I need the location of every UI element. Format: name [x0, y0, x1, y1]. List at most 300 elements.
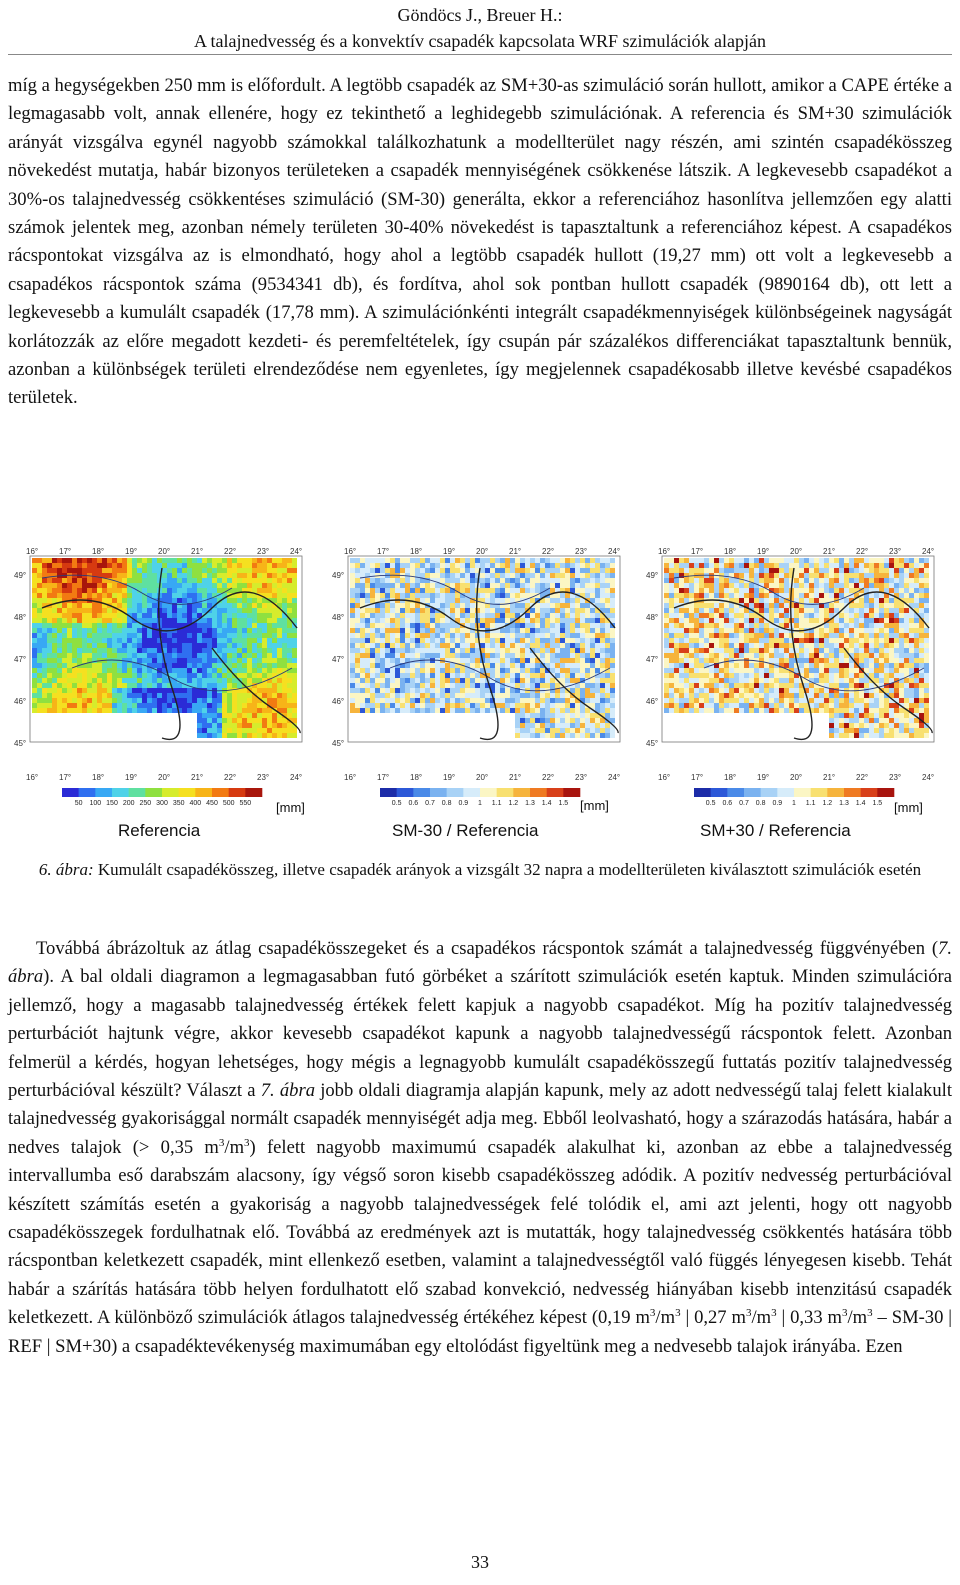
grid-cell	[32, 563, 37, 568]
grid-cell	[212, 568, 217, 573]
grid-cell	[67, 633, 72, 638]
grid-cell	[540, 673, 545, 678]
grid-cell	[237, 623, 242, 628]
grid-cell	[789, 678, 794, 683]
grid-cell	[37, 608, 42, 613]
grid-cell	[724, 653, 729, 658]
grid-cell	[550, 703, 555, 708]
grid-cell	[107, 688, 112, 693]
grid-cell	[585, 718, 590, 723]
grid-cell	[540, 643, 545, 648]
grid-cell	[475, 663, 480, 668]
grid-cell	[32, 678, 37, 683]
grid-cell	[495, 683, 500, 688]
grid-cell	[734, 618, 739, 623]
grid-cell	[445, 603, 450, 608]
grid-cell	[540, 698, 545, 703]
grid-cell	[525, 588, 530, 593]
grid-cell	[889, 603, 894, 608]
grid-cell	[794, 613, 799, 618]
grid-cell	[535, 733, 540, 738]
grid-cell	[475, 608, 480, 613]
grid-cell	[744, 598, 749, 603]
grid-cell	[884, 598, 889, 603]
grid-cell	[460, 558, 465, 563]
grid-cell	[132, 698, 137, 703]
grid-cell	[42, 628, 47, 633]
grid-cell	[515, 698, 520, 703]
grid-cell	[232, 628, 237, 633]
grid-cell	[495, 558, 500, 563]
grid-cell	[699, 603, 704, 608]
grid-cell	[729, 603, 734, 608]
grid-cell	[480, 643, 485, 648]
grid-cell	[57, 643, 62, 648]
grid-cell	[759, 603, 764, 608]
grid-cell	[425, 558, 430, 563]
grid-cell	[395, 593, 400, 598]
grid-cell	[107, 573, 112, 578]
grid-cell	[400, 593, 405, 598]
grid-cell	[799, 618, 804, 623]
grid-cell	[510, 573, 515, 578]
grid-cell	[212, 563, 217, 568]
grid-cell	[57, 693, 62, 698]
grid-cell	[237, 653, 242, 658]
grid-cell	[530, 568, 535, 573]
grid-cell	[669, 603, 674, 608]
grid-cell	[242, 568, 247, 573]
grid-cell	[292, 558, 297, 563]
grid-cell	[32, 688, 37, 693]
grid-cell	[694, 603, 699, 608]
grid-cell	[674, 673, 679, 678]
grid-cell	[804, 623, 809, 628]
grid-cell	[132, 653, 137, 658]
grid-cell	[585, 713, 590, 718]
grid-cell	[435, 693, 440, 698]
grid-cell	[117, 588, 122, 593]
grid-cell	[495, 613, 500, 618]
grid-cell	[222, 573, 227, 578]
grid-cell	[380, 683, 385, 688]
grid-cell	[605, 673, 610, 678]
grid-cell	[117, 633, 122, 638]
grid-cell	[485, 563, 490, 568]
grid-cell	[172, 673, 177, 678]
grid-cell	[82, 558, 87, 563]
grid-cell	[247, 693, 252, 698]
grid-cell	[575, 563, 580, 568]
grid-cell	[904, 613, 909, 618]
grid-cell	[839, 653, 844, 658]
grid-cell	[370, 653, 375, 658]
grid-cell	[127, 693, 132, 698]
grid-cell	[410, 593, 415, 598]
grid-cell	[455, 683, 460, 688]
grid-cell	[365, 688, 370, 693]
grid-cell	[664, 593, 669, 598]
grid-cell	[42, 673, 47, 678]
grid-cell	[202, 718, 207, 723]
grid-cell	[475, 678, 480, 683]
grid-cell	[202, 623, 207, 628]
grid-cell	[207, 713, 212, 718]
grid-cell	[440, 683, 445, 688]
grid-cell	[257, 668, 262, 673]
grid-cell	[764, 673, 769, 678]
grid-cell	[32, 623, 37, 628]
grid-cell	[904, 588, 909, 593]
grid-cell	[475, 653, 480, 658]
grid-cell	[92, 563, 97, 568]
grid-cell	[769, 678, 774, 683]
grid-cell	[237, 713, 242, 718]
grid-cell	[242, 658, 247, 663]
grid-cell	[365, 563, 370, 568]
grid-cell	[167, 633, 172, 638]
grid-cell	[565, 603, 570, 608]
grid-cell	[420, 663, 425, 668]
grid-cell	[355, 693, 360, 698]
grid-cell	[287, 663, 292, 668]
grid-cell	[570, 663, 575, 668]
grid-cell	[580, 658, 585, 663]
grid-cell	[669, 598, 674, 603]
grid-cell	[420, 583, 425, 588]
grid-cell	[395, 683, 400, 688]
grid-cell	[605, 623, 610, 628]
grid-cell	[272, 688, 277, 693]
grid-cell	[87, 653, 92, 658]
grid-cell	[42, 653, 47, 658]
grid-cell	[914, 678, 919, 683]
grid-cell	[385, 603, 390, 608]
grid-cell	[470, 573, 475, 578]
grid-cell	[410, 638, 415, 643]
grid-cell	[197, 558, 202, 563]
grid-cell	[350, 703, 355, 708]
grid-cell	[400, 658, 405, 663]
grid-cell	[37, 663, 42, 668]
grid-cell	[112, 623, 117, 628]
grid-cell	[192, 678, 197, 683]
grid-cell	[277, 593, 282, 598]
colorbar-tick-label: 1.5	[558, 800, 569, 807]
grid-cell	[67, 648, 72, 653]
grid-cell	[859, 578, 864, 583]
grid-cell	[500, 668, 505, 673]
grid-cell	[515, 608, 520, 613]
grid-cell	[495, 608, 500, 613]
grid-cell	[854, 578, 859, 583]
grid-cell	[525, 593, 530, 598]
grid-cell	[849, 588, 854, 593]
grid-cell	[395, 623, 400, 628]
grid-cell	[724, 673, 729, 678]
grid-cell	[390, 578, 395, 583]
grid-cell	[222, 603, 227, 608]
grid-cell	[555, 573, 560, 578]
grid-cell	[375, 663, 380, 668]
grid-cell	[212, 573, 217, 578]
grid-cell	[420, 558, 425, 563]
grid-cell	[277, 668, 282, 673]
grid-cell	[505, 608, 510, 613]
grid-cell	[400, 568, 405, 573]
grid-cell	[879, 583, 884, 588]
grid-cell	[844, 683, 849, 688]
grid-cell	[222, 668, 227, 673]
grid-cell	[222, 563, 227, 568]
map-referencia	[12, 548, 312, 848]
grid-cell	[57, 638, 62, 643]
grid-cell	[814, 638, 819, 643]
grid-cell	[540, 708, 545, 713]
grid-cell	[774, 618, 779, 623]
grid-cell	[535, 648, 540, 653]
grid-cell	[287, 678, 292, 683]
grid-cell	[142, 583, 147, 588]
grid-cell	[267, 573, 272, 578]
grid-cell	[849, 648, 854, 653]
grid-cell	[380, 698, 385, 703]
grid-cell	[849, 623, 854, 628]
grid-cell	[674, 608, 679, 613]
grid-cell	[809, 568, 814, 573]
grid-cell	[385, 703, 390, 708]
grid-cell	[525, 558, 530, 563]
grid-cell	[764, 613, 769, 618]
grid-cell	[769, 598, 774, 603]
grid-cell	[714, 563, 719, 568]
grid-cell	[152, 568, 157, 573]
grid-cell	[729, 653, 734, 658]
grid-cell	[684, 618, 689, 623]
grid-cell	[859, 608, 864, 613]
grid-cell	[222, 678, 227, 683]
grid-cell	[460, 643, 465, 648]
grid-cell	[212, 578, 217, 583]
grid-cell	[82, 678, 87, 683]
grid-cell	[590, 628, 595, 633]
grid-cell	[719, 643, 724, 648]
grid-cell	[669, 638, 674, 643]
grid-cell	[814, 673, 819, 678]
grid-cell	[117, 673, 122, 678]
grid-cell	[67, 703, 72, 708]
grid-cell	[804, 563, 809, 568]
grid-cell	[87, 588, 92, 593]
grid-cell	[525, 613, 530, 618]
grid-cell	[570, 718, 575, 723]
grid-cell	[117, 653, 122, 658]
grid-cell	[610, 583, 615, 588]
grid-cell	[689, 588, 694, 593]
grid-cell	[47, 568, 52, 573]
grid-cell	[684, 633, 689, 638]
grid-cell	[724, 688, 729, 693]
grid-cell	[764, 598, 769, 603]
grid-cell	[202, 558, 207, 563]
grid-cell	[222, 733, 227, 738]
grid-cell	[674, 688, 679, 693]
grid-cell	[744, 613, 749, 618]
grid-cell	[919, 598, 924, 603]
grid-cell	[132, 638, 137, 643]
grid-cell	[889, 668, 894, 673]
grid-cell	[252, 673, 257, 678]
grid-cell	[277, 723, 282, 728]
grid-cell	[679, 568, 684, 573]
grid-cell	[360, 628, 365, 633]
grid-cell	[779, 643, 784, 648]
lon-tick-label: 18°	[92, 773, 105, 782]
grid-cell	[207, 673, 212, 678]
grid-cell	[197, 603, 202, 608]
grid-cell	[252, 628, 257, 633]
grid-cell	[804, 638, 809, 643]
grid-cell	[904, 568, 909, 573]
grid-cell	[147, 688, 152, 693]
grid-cell	[674, 658, 679, 663]
grid-cell	[545, 628, 550, 633]
grid-cell	[242, 573, 247, 578]
grid-cell	[505, 678, 510, 683]
grid-cell	[287, 693, 292, 698]
grid-cell	[217, 638, 222, 643]
grid-cell	[879, 598, 884, 603]
grid-cell	[107, 558, 112, 563]
grid-cell	[450, 558, 455, 563]
grid-cell	[257, 563, 262, 568]
grid-cell	[247, 678, 252, 683]
grid-cell	[142, 658, 147, 663]
grid-cell	[495, 668, 500, 673]
grid-cell	[580, 623, 585, 628]
grid-cell	[794, 593, 799, 598]
grid-cell	[864, 638, 869, 643]
grid-cell	[57, 708, 62, 713]
grid-cell	[505, 558, 510, 563]
grid-cell	[440, 688, 445, 693]
grid-cell	[674, 593, 679, 598]
grid-cell	[585, 558, 590, 563]
grid-cell	[360, 608, 365, 613]
grid-cell	[575, 708, 580, 713]
grid-cell	[132, 613, 137, 618]
grid-cell	[699, 623, 704, 628]
grid-cell	[380, 703, 385, 708]
grid-cell	[749, 638, 754, 643]
grid-cell	[884, 673, 889, 678]
grid-cell	[360, 638, 365, 643]
grid-cell	[117, 613, 122, 618]
grid-cell	[197, 678, 202, 683]
grid-cell	[694, 633, 699, 638]
grid-cell	[490, 588, 495, 593]
grid-cell	[355, 663, 360, 668]
grid-cell	[375, 603, 380, 608]
grid-cell	[874, 653, 879, 658]
lon-tick-label: 21°	[509, 548, 522, 556]
grid-cell	[287, 598, 292, 603]
grid-cell	[262, 618, 267, 623]
grid-cell	[839, 558, 844, 563]
grid-cell	[137, 648, 142, 653]
grid-cell	[242, 638, 247, 643]
grid-cell	[704, 688, 709, 693]
grid-cell	[734, 688, 739, 693]
grid-cell	[729, 643, 734, 648]
grid-cell	[495, 693, 500, 698]
grid-cell	[794, 603, 799, 608]
grid-cell	[157, 693, 162, 698]
grid-cell	[784, 573, 789, 578]
grid-cell	[684, 658, 689, 663]
grid-cell	[187, 613, 192, 618]
grid-cell	[425, 683, 430, 688]
grid-cell	[799, 643, 804, 648]
grid-cell	[924, 668, 929, 673]
grid-cell	[465, 658, 470, 663]
grid-cell	[669, 673, 674, 678]
grid-cell	[679, 598, 684, 603]
grid-cell	[97, 593, 102, 598]
grid-cell	[520, 563, 525, 568]
grid-cell	[714, 588, 719, 593]
grid-cell	[47, 668, 52, 673]
grid-cell	[217, 628, 222, 633]
grid-cell	[924, 638, 929, 643]
grid-cell	[122, 708, 127, 713]
grid-cell	[142, 568, 147, 573]
grid-cell	[704, 683, 709, 688]
grid-cell	[405, 703, 410, 708]
grid-cell	[565, 593, 570, 598]
grid-cell	[162, 693, 167, 698]
grid-cell	[355, 613, 360, 618]
grid-cell	[894, 618, 899, 623]
grid-cell	[147, 668, 152, 673]
grid-cell	[610, 578, 615, 583]
grid-cell	[709, 683, 714, 688]
grid-cell	[142, 643, 147, 648]
grid-cell	[739, 648, 744, 653]
grid-cell	[455, 698, 460, 703]
grid-cell	[794, 588, 799, 593]
grid-cell	[605, 713, 610, 718]
grid-cell	[540, 668, 545, 673]
grid-cell	[769, 613, 774, 618]
grid-cell	[575, 653, 580, 658]
grid-cell	[585, 708, 590, 713]
grid-cell	[450, 623, 455, 628]
grid-cell	[112, 568, 117, 573]
grid-cell	[859, 563, 864, 568]
colorbar-tick-label: 0.7	[425, 800, 435, 807]
grid-cell	[824, 593, 829, 598]
grid-cell	[272, 583, 277, 588]
grid-cell	[699, 638, 704, 643]
grid-cell	[834, 628, 839, 633]
grid-cell	[724, 683, 729, 688]
grid-cell	[699, 568, 704, 573]
grid-cell	[237, 658, 242, 663]
grid-cell	[375, 613, 380, 618]
grid-cell	[102, 613, 107, 618]
grid-cell	[495, 673, 500, 678]
